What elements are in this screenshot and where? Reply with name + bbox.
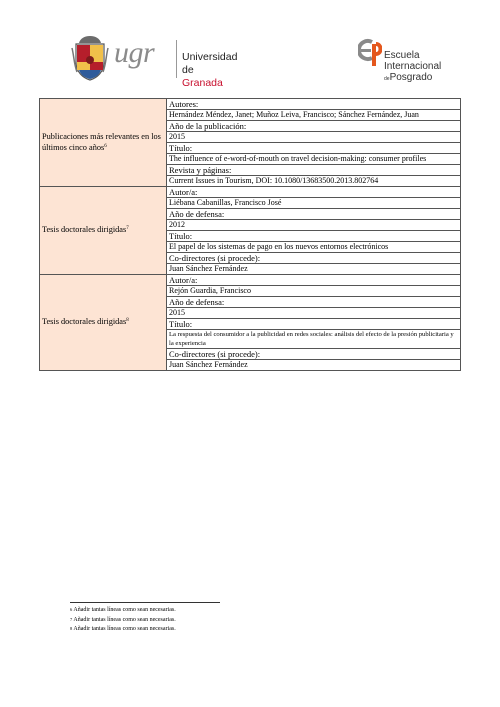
table-row xyxy=(40,275,461,286)
logo-divider xyxy=(176,40,177,78)
university-name-prefix: de xyxy=(182,64,194,76)
university-name-line1: Universidad xyxy=(182,51,238,63)
field-name: Año de defensa: xyxy=(167,297,461,308)
field-name: Revista y páginas: xyxy=(167,165,461,176)
eip-mark-icon xyxy=(358,38,382,68)
cv-table xyxy=(39,98,461,371)
field-value: 2012 xyxy=(167,220,461,231)
field-name: Título: xyxy=(167,143,461,154)
field-name: Año de defensa: xyxy=(167,209,461,220)
table-row xyxy=(40,187,461,198)
footnote: $^6$ Añadir tantas líneas como sean necesarias. xyxy=(70,607,176,613)
ugr-wordmark: ugr xyxy=(114,36,155,69)
university-name-line2 xyxy=(182,64,237,90)
field-name: Título: xyxy=(167,231,461,242)
field-name: Título: xyxy=(167,319,461,330)
footnote: $^7$ Añadir tantas líneas como sean necesarias. xyxy=(70,616,176,623)
field-value: Liébana Cabanillas, Francisco José xyxy=(167,198,461,209)
table-row xyxy=(40,99,461,110)
field-value: The influence of e-word-of-mouth on travel decision-making: consumer profiles xyxy=(167,154,461,165)
field-name: Autores: xyxy=(167,99,461,110)
field-value: El papel de los sistemas de pago en los nuevos entornos electrónicos xyxy=(167,242,461,253)
field-name: Año de la publicación: xyxy=(167,121,461,132)
field-value: 2015 xyxy=(167,132,461,143)
eip-name-prefix: de xyxy=(384,76,390,82)
eip-name-line2: Internacional xyxy=(384,61,442,72)
footnote-ref: 7 xyxy=(126,226,129,232)
footnote-ref: 6 xyxy=(104,143,107,149)
field-value: Juan Sánchez Fernández xyxy=(167,360,461,371)
field-value: La respuesta del consumidor a la publicidad en redes sociales: análisis del efecto de la presión publicitaria y la experiencia xyxy=(167,330,461,349)
field-value: 2015 xyxy=(167,308,461,319)
field-name: Co-directores (si procede): xyxy=(167,253,461,264)
university-shield-icon xyxy=(70,34,110,82)
eip-name-word: Posgrado xyxy=(389,72,433,83)
footnote: $^8$ Añadir tantas líneas como sean necesarias. xyxy=(70,626,176,632)
eip-name-line3 xyxy=(384,72,441,85)
eip-name-line1: Escuela xyxy=(384,50,420,61)
eip-name xyxy=(384,50,441,85)
eip-logo xyxy=(358,36,468,86)
field-name: Co-directores (si procede): xyxy=(167,349,461,360)
field-value: Hernández Méndez, Janet; Muñoz Leiva, Francisco; Sánchez Fernández, Juan xyxy=(167,110,461,121)
field-value: Rejón Guardia, Francisco xyxy=(167,286,461,297)
field-name: Autor/a: xyxy=(167,187,461,198)
footnotes xyxy=(70,606,176,635)
section-label-thesis-2: Tesis doctorales dirigidas$^8$ xyxy=(40,275,167,371)
footnote-rule xyxy=(70,602,220,603)
footnote-ref: 8 xyxy=(126,318,129,324)
field-value: Juan Sánchez Fernández xyxy=(167,264,461,275)
university-name-city: Granada xyxy=(182,77,223,89)
cv-table-wrapper xyxy=(39,98,461,371)
ugr-logo xyxy=(70,34,238,89)
field-value: Current Issues in Tourism, DOI: 10.1080/13683500.2013.802764 xyxy=(167,176,461,187)
section-label-publications: Publicaciones más relevantes en los últimos cinco años$^6$ xyxy=(40,99,167,187)
field-name: Autor/a: xyxy=(167,275,461,286)
university-name xyxy=(182,51,237,90)
section-label-thesis-1: Tesis doctorales dirigidas$^7$ xyxy=(40,187,167,275)
